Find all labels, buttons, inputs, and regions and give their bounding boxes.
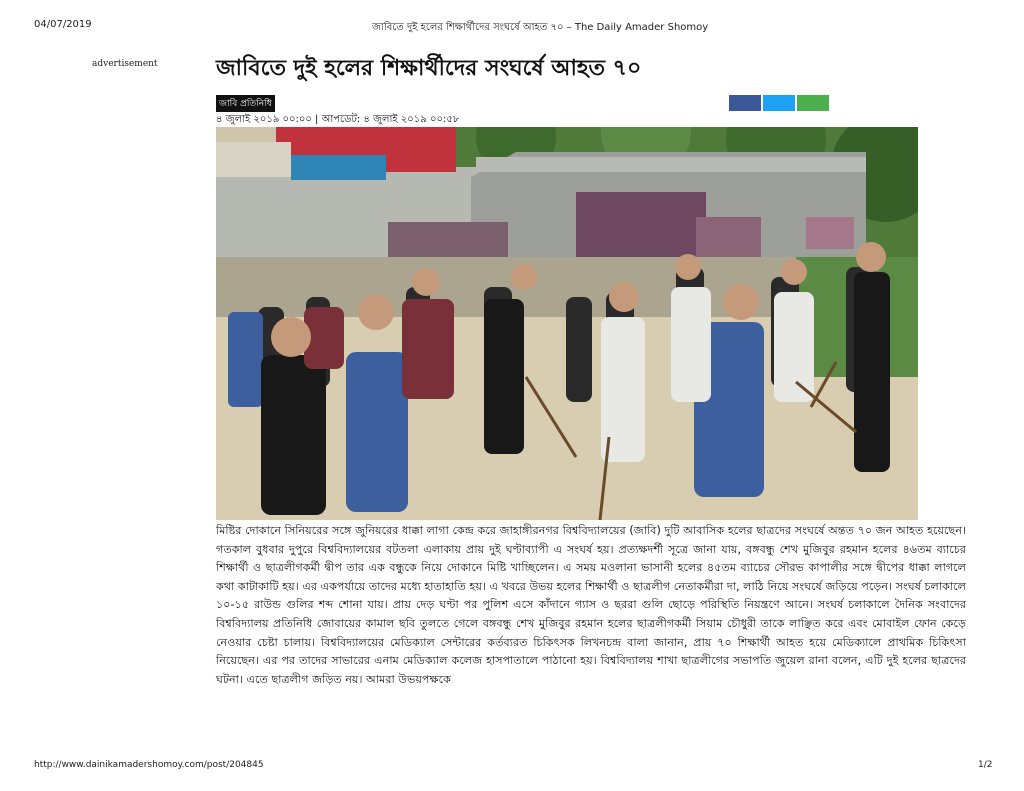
twitter-share-button[interactable] bbox=[763, 95, 795, 111]
print-page-number: 1/2 bbox=[978, 760, 993, 770]
print-date: 04/07/2019 bbox=[34, 19, 92, 30]
share-button[interactable] bbox=[797, 95, 829, 111]
print-footer-url[interactable]: http://www.dainikamadershomoy.com/post/204845 bbox=[34, 760, 264, 770]
print-page-title: জাবিতে দুই হলের শিক্ষার্থীদের সংঘর্ষে আহত ৭০ – The Daily Amader Shomoy bbox=[372, 22, 709, 33]
article-body: মিষ্টির দোকানে সিনিয়রের সঙ্গে জুনিয়রের ধাক্কা লাগা কেন্দ্র করে জাহাঙ্গীরনগর বিশ্ববিদ্যালয়ের (জাবি) দুটি আবাসিক হলের ছাত্রদের সংঘর্ষে অন্তত ৭০ জন আহত হয়েছেন। গতকাল বুধবার দুপুরে বিশ্ববিদ্যালয়ের বটতলা এলাকায় প্রায় দুই ঘণ্টাব্যাপী এ সংঘর্ষ হয়। প্রত্যক্ষদর্শী সূত্রে জানা যায়, বঙ্গবন্ধু শেখ মুজিবুর রহমান হলের ৪৬তম ব্যাচের শিক্ষার্থী ও ছাত্রলীগকর্মী দ্বীপ তার এক বন্ধুকে নিয়ে দোকানে মিষ্টি খাচ্ছিলেন। এ সময় মওলানা ভাসানী হলের ৪৫তম ব্যাচের সৌরভ কাপালীর সঙ্গে দ্বীপের ধাক্কা লাগলে কথা কাটাকাটি হয়। এর একপর্যায়ে তাদের মধ্যে হাতাহাতি হয়। এ খবরে উভয় হলের শিক্ষার্থী ও ছাত্রলীগ নেতাকর্মীরা দা, লাঠি নিয়ে সংঘর্ষে জড়িয়ে পড়েন। সংঘর্ষ চলাকালে ১০-১৫ রাউন্ড গুলির শব্দ শোনা যায়। প্রায় দেড় ঘণ্টা পর পুলিশ এসে কাঁদানে গ্যাস ও ছররা গুলি ছোড়ে পরিস্থিতি নিয়ন্ত্রণে আনে। সংঘর্ষ চলাকালে দৈনিক সংবাদের বিশ্ববিদ্যালয় প্রতিনিধি জোবায়ের কামাল ছবি তুলতে গেলে বঙ্গবন্ধু শেখ মুজিবুর রহমান হলের ছাত্রলীগকর্মী সিয়াম চৌধুরী তাকে লাঞ্ছিত করে এবং মোবাইল ফোন কেড়ে নেওয়ার চেষ্টা চালায়। বিশ্ববিদ্যালয়ের মেডিক্যাল সেন্টারের কর্তব্যরত চিকিৎসক লিখনচন্দ্র বালা জানান, প্রায় ৭০ শিক্ষার্থী আহত হয়ে মেডিক্যালে প্রাথমিক চিকিৎসা নিয়েছেন। এর পর তাদের সাভারের এনাম মেডিক্যাল কলেজ হাসপাতালে পাঠানো হয়। বিশ্ববিদ্যালয় শাখা ছাত্রলীগের সভাপতি জুয়েল রানা বলেন, এটি দুই হলের ছাত্রদের ঘটনা। এতে ছাত্রলীগ জড়িত নয়। আমরা উভয়পক্ষকে bbox=[216, 524, 966, 686]
facebook-share-button[interactable] bbox=[729, 95, 761, 111]
advertisement-label: advertisement bbox=[92, 59, 158, 69]
article-byline[interactable]: জাবি প্রতিনিধি bbox=[216, 95, 275, 112]
article-photo bbox=[216, 127, 918, 520]
article-headline: জাবিতে দুই হলের শিক্ষার্থীদের সংঘর্ষে আহত ৭০ bbox=[216, 56, 642, 81]
article-dateline: ৪ জুলাই ২০১৯ ০০:০০ | আপডেট: ৪ জুলাই ২০১৯ ০০:৫৮ bbox=[216, 114, 460, 125]
